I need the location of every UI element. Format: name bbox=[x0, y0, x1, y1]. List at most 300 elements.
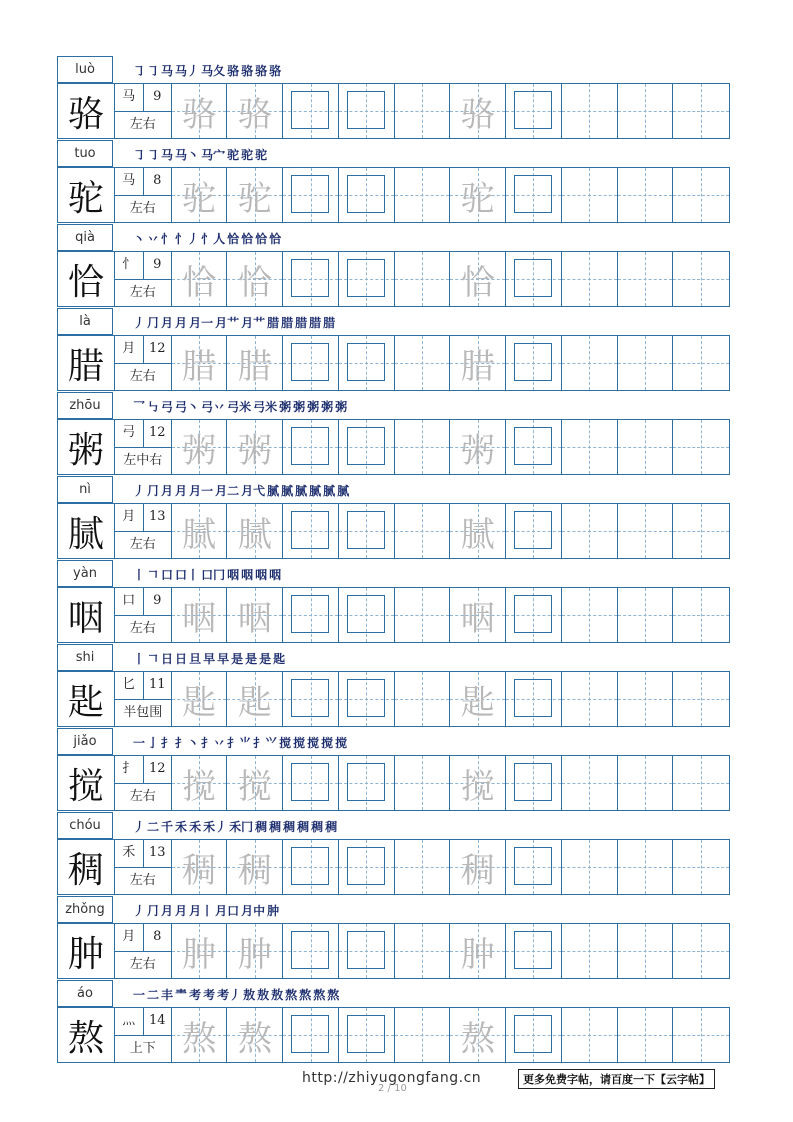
trace-cell[interactable] bbox=[227, 336, 283, 390]
stroke-order bbox=[133, 396, 347, 418]
stroke-order bbox=[133, 984, 339, 1006]
stroke-order bbox=[133, 564, 281, 586]
radical: 扌 bbox=[122, 761, 136, 776]
radical: 马 bbox=[122, 89, 136, 104]
stroke-step: 考 bbox=[203, 988, 216, 1002]
stroke-step: 马宀 bbox=[201, 148, 226, 162]
inner-box bbox=[347, 343, 385, 381]
blank-cell[interactable] bbox=[673, 924, 729, 978]
model-character: 熬 bbox=[58, 1008, 115, 1062]
trace-cell[interactable] bbox=[227, 84, 283, 138]
stroke-step: 丰 bbox=[161, 988, 174, 1002]
stroke-step: 亅 bbox=[147, 736, 160, 750]
blank-cell[interactable] bbox=[562, 420, 618, 474]
trace-character: 恰 bbox=[237, 262, 272, 303]
pinyin-label: luò bbox=[57, 56, 113, 83]
stroke-order bbox=[133, 144, 267, 166]
practice-row bbox=[57, 167, 730, 223]
stroke-step: 日 bbox=[161, 652, 174, 666]
stroke-step: 腻 bbox=[337, 484, 350, 498]
stroke-step: 月 bbox=[175, 904, 188, 918]
trace-cell[interactable] bbox=[450, 336, 506, 390]
trace-cell[interactable] bbox=[227, 924, 283, 978]
model-character: 恰 bbox=[58, 252, 115, 306]
trace-cell[interactable] bbox=[450, 420, 506, 474]
stroke-step: 忄丿 bbox=[175, 232, 200, 246]
character-info bbox=[115, 420, 172, 474]
pinyin-label: chóu bbox=[57, 812, 113, 839]
trace-cell[interactable] bbox=[450, 672, 506, 726]
footer-note: 更多免费字帖，请百度一下【云字帖】 bbox=[518, 1069, 715, 1089]
inner-box bbox=[291, 1015, 329, 1053]
trace-character: 肿 bbox=[237, 934, 272, 975]
blank-cell[interactable] bbox=[673, 336, 729, 390]
trace-cell[interactable] bbox=[172, 1008, 228, 1062]
boxed-cell[interactable] bbox=[339, 252, 395, 306]
inner-box bbox=[514, 847, 552, 885]
stroke-order bbox=[133, 732, 347, 754]
footer-url[interactable]: http://zhiyugongfang.cn bbox=[302, 1070, 482, 1086]
trace-cell[interactable] bbox=[172, 420, 228, 474]
blank-cell[interactable] bbox=[673, 168, 729, 222]
boxed-cell[interactable] bbox=[506, 672, 562, 726]
stroke-step: 稠 bbox=[283, 820, 296, 834]
stroke-step: 马丶 bbox=[175, 148, 200, 162]
trace-cell[interactable] bbox=[450, 588, 506, 642]
pinyin-label: shi bbox=[57, 644, 113, 671]
inner-box bbox=[347, 1015, 385, 1053]
structure: 上下 bbox=[129, 1041, 156, 1056]
pinyin-label: zhōu bbox=[57, 392, 113, 419]
stroke-step: 粥 bbox=[279, 400, 292, 414]
blank-cell[interactable] bbox=[618, 756, 674, 810]
practice-row bbox=[57, 419, 730, 475]
stroke-step: 腻 bbox=[267, 484, 280, 498]
page-number: 2 / 10 bbox=[378, 1083, 407, 1094]
trace-cell[interactable] bbox=[172, 588, 228, 642]
stroke-step: 二 bbox=[147, 988, 160, 1002]
stroke-step: 早 bbox=[217, 652, 230, 666]
inner-box bbox=[514, 427, 552, 465]
character-info bbox=[115, 672, 172, 726]
blank-cell[interactable] bbox=[562, 672, 618, 726]
blank-cell[interactable] bbox=[673, 252, 729, 306]
stroke-step: ⺆ bbox=[147, 316, 160, 330]
stroke-step: 骆 bbox=[269, 64, 282, 78]
blank-cell[interactable] bbox=[395, 252, 451, 306]
stroke-order bbox=[133, 480, 349, 502]
trace-cell[interactable] bbox=[450, 840, 506, 894]
boxed-cell[interactable] bbox=[506, 588, 562, 642]
stroke-step: 咽 bbox=[269, 568, 282, 582]
stroke-step: 月艹 bbox=[241, 316, 266, 330]
boxed-cell[interactable] bbox=[283, 588, 339, 642]
stroke-step: 月艹 bbox=[215, 316, 240, 330]
blank-cell[interactable] bbox=[673, 84, 729, 138]
boxed-cell[interactable] bbox=[339, 1008, 395, 1062]
trace-cell[interactable] bbox=[450, 756, 506, 810]
stroke-step: 腻 bbox=[281, 484, 294, 498]
blank-cell[interactable] bbox=[618, 504, 674, 558]
trace-cell[interactable] bbox=[172, 168, 228, 222]
boxed-cell[interactable] bbox=[506, 336, 562, 390]
stroke-step: 扌丷 bbox=[201, 736, 226, 750]
blank-cell[interactable] bbox=[395, 756, 451, 810]
trace-character: 恰 bbox=[460, 262, 495, 303]
stroke-step: ㇆ bbox=[147, 148, 160, 162]
boxed-cell[interactable] bbox=[339, 84, 395, 138]
radical: 灬 bbox=[122, 1013, 136, 1028]
blank-cell[interactable] bbox=[395, 504, 451, 558]
trace-cell[interactable] bbox=[172, 336, 228, 390]
boxed-cell[interactable] bbox=[339, 672, 395, 726]
boxed-cell[interactable] bbox=[339, 336, 395, 390]
inner-box bbox=[347, 595, 385, 633]
stroke-step: 一 bbox=[133, 988, 146, 1002]
blank-cell[interactable] bbox=[395, 588, 451, 642]
trace-cell[interactable] bbox=[172, 840, 228, 894]
stroke-step: 月口 bbox=[215, 904, 240, 918]
boxed-cell[interactable] bbox=[506, 168, 562, 222]
boxed-cell[interactable] bbox=[506, 420, 562, 474]
radical: 月 bbox=[122, 929, 136, 944]
character-info bbox=[115, 840, 172, 894]
boxed-cell[interactable] bbox=[506, 840, 562, 894]
trace-cell[interactable] bbox=[227, 588, 283, 642]
stroke-count: 9 bbox=[143, 588, 171, 615]
blank-cell[interactable] bbox=[562, 504, 618, 558]
practice-row bbox=[57, 335, 730, 391]
boxed-cell[interactable] bbox=[506, 924, 562, 978]
character-block bbox=[57, 140, 730, 224]
character-block bbox=[57, 476, 730, 560]
boxed-cell[interactable] bbox=[339, 924, 395, 978]
character-info bbox=[115, 756, 172, 810]
stroke-step: 旦 bbox=[189, 652, 202, 666]
inner-box bbox=[291, 427, 329, 465]
trace-character: 咽 bbox=[182, 598, 217, 639]
boxed-cell[interactable] bbox=[283, 420, 339, 474]
trace-cell[interactable] bbox=[172, 924, 228, 978]
trace-cell[interactable] bbox=[172, 672, 228, 726]
trace-cell[interactable] bbox=[172, 756, 228, 810]
stroke-step: 恰 bbox=[255, 232, 268, 246]
stroke-step: 扌丶 bbox=[175, 736, 200, 750]
stroke-step: 月一 bbox=[189, 316, 214, 330]
trace-character: 肿 bbox=[460, 934, 495, 975]
stroke-step: 恰 bbox=[269, 232, 282, 246]
radical: 禾 bbox=[122, 845, 136, 860]
inner-box bbox=[291, 847, 329, 885]
stroke-step: 腊 bbox=[309, 316, 322, 330]
practice-sheet bbox=[57, 56, 730, 1064]
blank-cell[interactable] bbox=[395, 1008, 451, 1062]
trace-cell[interactable] bbox=[450, 84, 506, 138]
stroke-step: 骆 bbox=[241, 64, 254, 78]
blank-cell[interactable] bbox=[618, 588, 674, 642]
stroke-step: 搅 bbox=[279, 736, 292, 750]
boxed-cell[interactable] bbox=[339, 588, 395, 642]
stroke-step: 弓米 bbox=[253, 400, 278, 414]
blank-cell[interactable] bbox=[618, 420, 674, 474]
stroke-step: 𠃍 bbox=[147, 652, 160, 666]
blank-cell[interactable] bbox=[673, 504, 729, 558]
trace-cell[interactable] bbox=[450, 252, 506, 306]
boxed-cell[interactable] bbox=[283, 84, 339, 138]
stroke-step: 腻 bbox=[309, 484, 322, 498]
boxed-cell[interactable] bbox=[339, 756, 395, 810]
blank-cell[interactable] bbox=[562, 588, 618, 642]
blank-cell[interactable] bbox=[395, 336, 451, 390]
boxed-cell[interactable] bbox=[283, 336, 339, 390]
inner-box bbox=[347, 511, 385, 549]
stroke-count: 8 bbox=[143, 168, 171, 195]
trace-cell[interactable] bbox=[227, 252, 283, 306]
stroke-count: 13 bbox=[143, 840, 171, 867]
stroke-step: 腊 bbox=[323, 316, 336, 330]
boxed-cell[interactable] bbox=[506, 252, 562, 306]
blank-cell[interactable] bbox=[618, 84, 674, 138]
character-block bbox=[57, 896, 730, 980]
blank-cell[interactable] bbox=[618, 168, 674, 222]
trace-cell[interactable] bbox=[172, 252, 228, 306]
stroke-step: 熬 bbox=[285, 988, 298, 1002]
stroke-step: 丨 bbox=[133, 652, 146, 666]
inner-box bbox=[514, 259, 552, 297]
boxed-cell[interactable] bbox=[339, 420, 395, 474]
trace-cell[interactable] bbox=[450, 504, 506, 558]
model-character: 肿 bbox=[58, 924, 115, 978]
trace-character: 匙 bbox=[460, 682, 495, 723]
model-character: 腻 bbox=[58, 504, 115, 558]
blank-cell[interactable] bbox=[673, 840, 729, 894]
stroke-step: 忄 bbox=[161, 232, 174, 246]
character-info bbox=[115, 336, 172, 390]
pinyin-label: qià bbox=[57, 224, 113, 251]
blank-cell[interactable] bbox=[673, 420, 729, 474]
inner-box bbox=[291, 931, 329, 969]
stroke-step: 月丨 bbox=[189, 904, 214, 918]
blank-cell[interactable] bbox=[562, 336, 618, 390]
character-block bbox=[57, 812, 730, 896]
blank-cell[interactable] bbox=[562, 84, 618, 138]
boxed-cell[interactable] bbox=[283, 756, 339, 810]
blank-cell[interactable] bbox=[618, 924, 674, 978]
boxed-cell[interactable] bbox=[283, 252, 339, 306]
stroke-count: 9 bbox=[143, 252, 171, 279]
blank-cell[interactable] bbox=[395, 672, 451, 726]
inner-box bbox=[291, 511, 329, 549]
boxed-cell[interactable] bbox=[283, 168, 339, 222]
stroke-step: 稠 bbox=[325, 820, 338, 834]
stroke-count: 14 bbox=[143, 1008, 171, 1035]
structure: 左右 bbox=[129, 201, 156, 216]
stroke-step: 马 bbox=[161, 148, 174, 162]
stroke-step: 粥 bbox=[293, 400, 306, 414]
stroke-count: 11 bbox=[143, 672, 171, 699]
blank-cell[interactable] bbox=[673, 588, 729, 642]
stroke-step: 熬 bbox=[327, 988, 340, 1002]
blank-cell[interactable] bbox=[618, 252, 674, 306]
inner-box bbox=[347, 847, 385, 885]
inner-box bbox=[291, 763, 329, 801]
trace-cell[interactable] bbox=[450, 168, 506, 222]
stroke-step: 千 bbox=[161, 820, 174, 834]
practice-row bbox=[57, 923, 730, 979]
blank-cell[interactable] bbox=[395, 168, 451, 222]
stroke-step: 搅 bbox=[321, 736, 334, 750]
trace-cell[interactable] bbox=[227, 1008, 283, 1062]
stroke-step: 马 bbox=[161, 64, 174, 78]
blank-cell[interactable] bbox=[673, 672, 729, 726]
practice-row bbox=[57, 755, 730, 811]
stroke-step: 搅 bbox=[307, 736, 320, 750]
radical: 月 bbox=[122, 509, 136, 524]
stroke-step: 月 bbox=[161, 484, 174, 498]
stroke-step: 骆 bbox=[227, 64, 240, 78]
stroke-step: 稠 bbox=[269, 820, 282, 834]
pinyin-label: là bbox=[57, 308, 113, 335]
stroke-step: 驼 bbox=[227, 148, 240, 162]
practice-row bbox=[57, 587, 730, 643]
trace-cell[interactable] bbox=[227, 420, 283, 474]
stroke-step: 驼 bbox=[241, 148, 254, 162]
stroke-step: ㇆ bbox=[133, 64, 146, 78]
boxed-cell[interactable] bbox=[283, 840, 339, 894]
structure: 左右 bbox=[129, 369, 156, 384]
boxed-cell[interactable] bbox=[283, 672, 339, 726]
pinyin-label: zhǒng bbox=[57, 896, 113, 923]
blank-cell[interactable] bbox=[395, 84, 451, 138]
character-info bbox=[115, 84, 172, 138]
blank-cell[interactable] bbox=[673, 1008, 729, 1062]
trace-cell[interactable] bbox=[227, 756, 283, 810]
boxed-cell[interactable] bbox=[506, 1008, 562, 1062]
trace-character: 骆 bbox=[182, 94, 217, 135]
blank-cell[interactable] bbox=[562, 1008, 618, 1062]
blank-cell[interactable] bbox=[562, 840, 618, 894]
stroke-step: 腊 bbox=[267, 316, 280, 330]
boxed-cell[interactable] bbox=[283, 1008, 339, 1062]
character-block bbox=[57, 224, 730, 308]
boxed-cell[interactable] bbox=[339, 840, 395, 894]
inner-box bbox=[514, 1015, 552, 1053]
trace-cell[interactable] bbox=[172, 84, 228, 138]
blank-cell[interactable] bbox=[395, 924, 451, 978]
boxed-cell[interactable] bbox=[283, 924, 339, 978]
stroke-step: 早 bbox=[203, 652, 216, 666]
character-block bbox=[57, 560, 730, 644]
boxed-cell[interactable] bbox=[283, 504, 339, 558]
stroke-step: 咽 bbox=[227, 568, 240, 582]
trace-cell[interactable] bbox=[227, 168, 283, 222]
trace-character: 熬 bbox=[237, 1018, 272, 1059]
practice-row bbox=[57, 83, 730, 139]
stroke-step: 骆 bbox=[255, 64, 268, 78]
structure: 左右 bbox=[129, 789, 156, 804]
trace-character: 稠 bbox=[182, 850, 217, 891]
trace-character: 搅 bbox=[460, 766, 495, 807]
stroke-step: 敖 bbox=[243, 988, 256, 1002]
boxed-cell[interactable] bbox=[506, 756, 562, 810]
trace-character: 腊 bbox=[182, 346, 217, 387]
radical: 匕 bbox=[122, 677, 136, 692]
trace-character: 粥 bbox=[182, 430, 217, 471]
stroke-step: 腊 bbox=[281, 316, 294, 330]
boxed-cell[interactable] bbox=[506, 504, 562, 558]
stroke-step: 是 bbox=[259, 652, 272, 666]
stroke-step: 咽 bbox=[255, 568, 268, 582]
inner-box bbox=[291, 259, 329, 297]
radical: 口 bbox=[122, 593, 136, 608]
stroke-step: 丶 bbox=[133, 232, 146, 246]
structure: 左右 bbox=[129, 873, 156, 888]
structure: 左右 bbox=[129, 117, 156, 132]
blank-cell[interactable] bbox=[618, 840, 674, 894]
blank-cell[interactable] bbox=[618, 336, 674, 390]
trace-cell[interactable] bbox=[227, 840, 283, 894]
stroke-step: 考 bbox=[189, 988, 202, 1002]
trace-cell[interactable] bbox=[172, 504, 228, 558]
character-block bbox=[57, 392, 730, 476]
stroke-order bbox=[133, 816, 337, 838]
stroke-step: 禾 bbox=[189, 820, 202, 834]
inner-box bbox=[514, 679, 552, 717]
blank-cell[interactable] bbox=[562, 756, 618, 810]
blank-cell[interactable] bbox=[562, 924, 618, 978]
blank-cell[interactable] bbox=[673, 756, 729, 810]
stroke-step: ㇆ bbox=[133, 148, 146, 162]
boxed-cell[interactable] bbox=[339, 168, 395, 222]
boxed-cell[interactable] bbox=[506, 84, 562, 138]
trace-cell[interactable] bbox=[227, 672, 283, 726]
trace-character: 腻 bbox=[237, 514, 272, 555]
boxed-cell[interactable] bbox=[339, 504, 395, 558]
trace-character: 骆 bbox=[460, 94, 495, 135]
inner-box bbox=[291, 679, 329, 717]
trace-character: 匙 bbox=[237, 682, 272, 723]
stroke-step: 扌⺍ bbox=[253, 736, 278, 750]
blank-cell[interactable] bbox=[562, 252, 618, 306]
character-info bbox=[115, 168, 172, 222]
stroke-step: 扌 bbox=[161, 736, 174, 750]
stroke-step: 肿 bbox=[267, 904, 280, 918]
model-character: 稠 bbox=[58, 840, 115, 894]
inner-box bbox=[347, 679, 385, 717]
inner-box bbox=[347, 91, 385, 129]
trace-cell[interactable] bbox=[450, 924, 506, 978]
trace-cell[interactable] bbox=[227, 504, 283, 558]
trace-character: 驼 bbox=[460, 178, 495, 219]
blank-cell[interactable] bbox=[395, 840, 451, 894]
stroke-step: 粥 bbox=[335, 400, 348, 414]
stroke-step: 弓丷 bbox=[201, 400, 226, 414]
stroke-step: 粥 bbox=[307, 400, 320, 414]
blank-cell[interactable] bbox=[395, 420, 451, 474]
radical: 弓 bbox=[122, 425, 136, 440]
blank-cell[interactable] bbox=[562, 168, 618, 222]
stroke-step: 恰 bbox=[227, 232, 240, 246]
stroke-step: 搅 bbox=[293, 736, 306, 750]
stroke-step: 龶 bbox=[175, 988, 188, 1002]
stroke-count: 12 bbox=[143, 420, 171, 447]
trace-cell[interactable] bbox=[450, 1008, 506, 1062]
blank-cell[interactable] bbox=[618, 672, 674, 726]
stroke-step: 丿 bbox=[133, 904, 146, 918]
trace-character: 匙 bbox=[182, 682, 217, 723]
stroke-step: 腻 bbox=[295, 484, 308, 498]
blank-cell[interactable] bbox=[618, 1008, 674, 1062]
